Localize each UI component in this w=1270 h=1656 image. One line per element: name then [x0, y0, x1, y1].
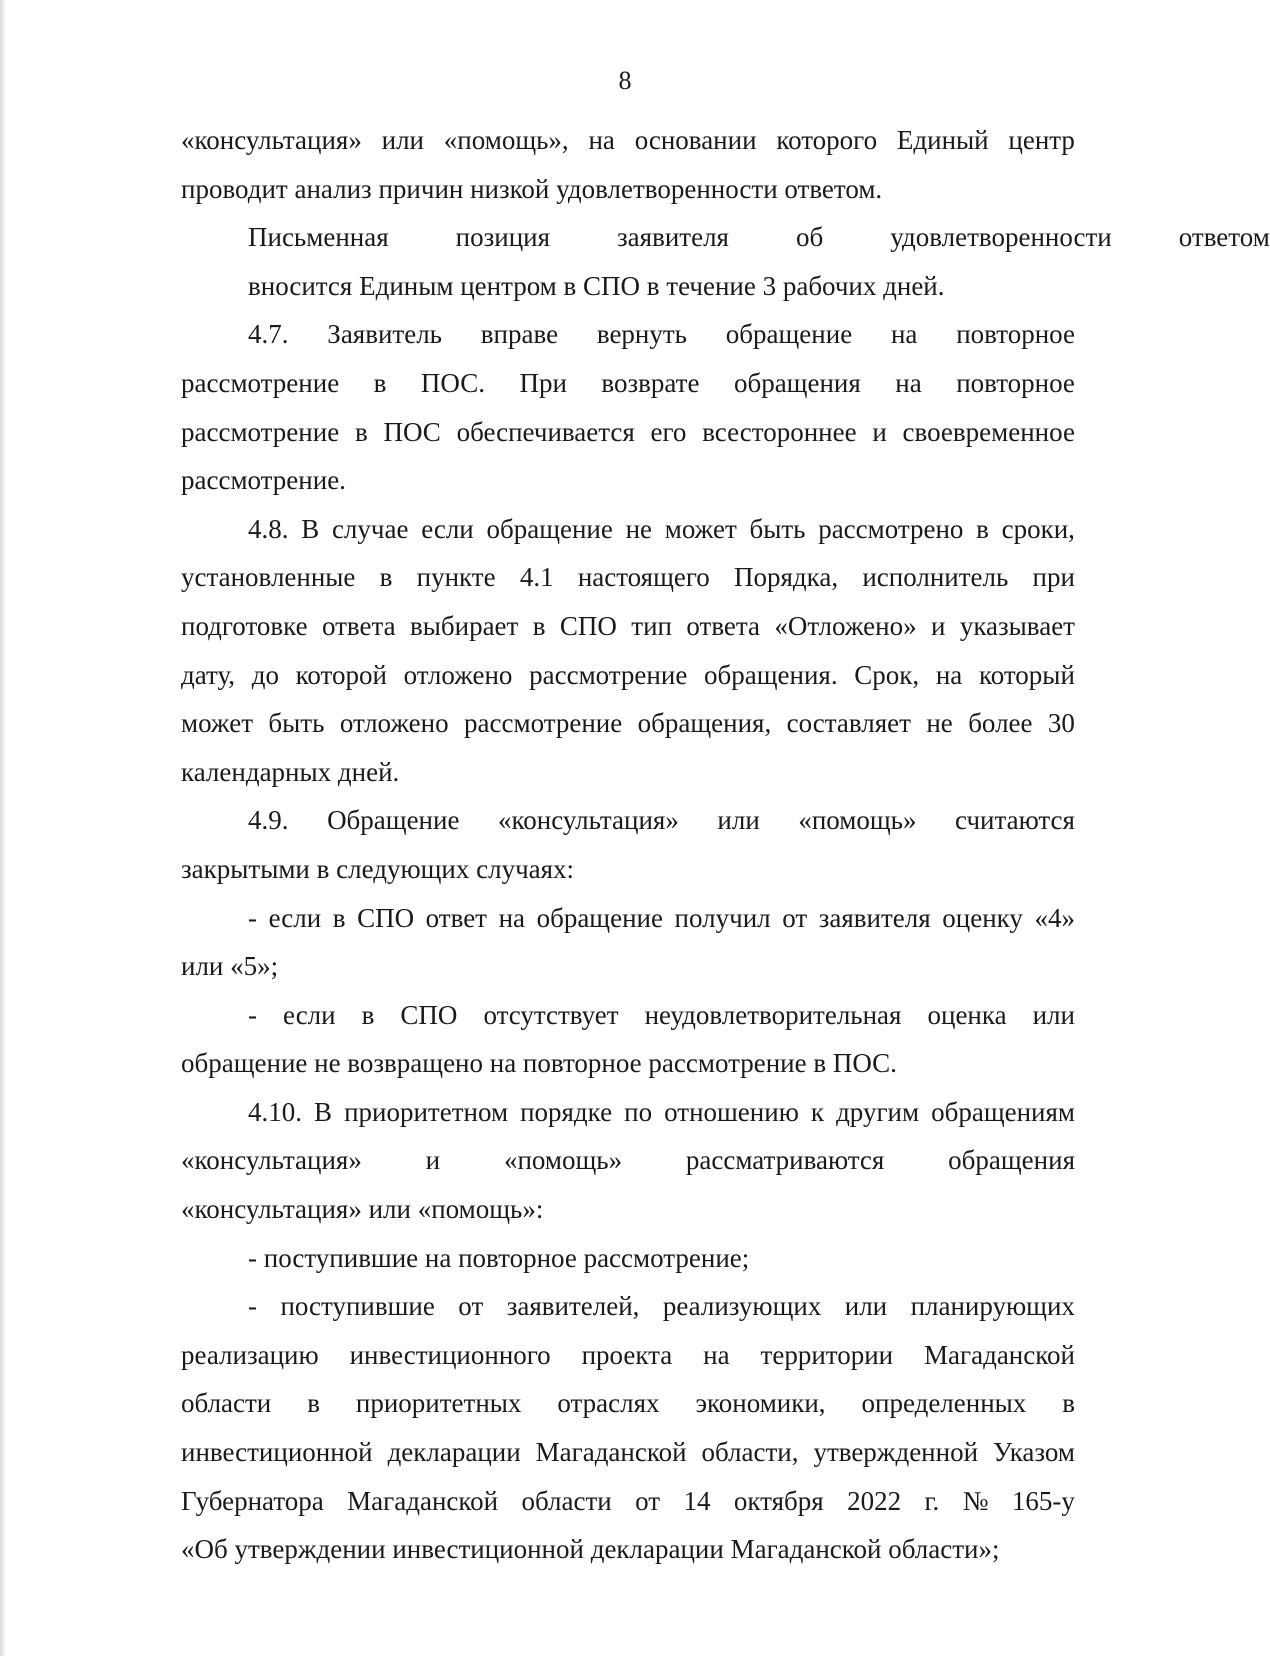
- word: повторное: [956, 319, 1075, 350]
- word: рассмотрение: [464, 708, 623, 739]
- word: обращения: [733, 367, 861, 398]
- word: от: [458, 1291, 484, 1322]
- word: его: [650, 416, 687, 447]
- word: ответа: [321, 610, 396, 641]
- word: на: [703, 1339, 730, 1370]
- word: сроки,: [1001, 513, 1075, 544]
- word: составляет: [786, 708, 911, 739]
- list-item-rating: [181, 894, 1075, 991]
- word: СПО: [559, 610, 617, 641]
- word: быть: [268, 708, 325, 739]
- text-line: «консультация» или «помощь»:: [181, 1194, 544, 1225]
- scan-edge: [0, 0, 5, 1656]
- text-line: или «5»;: [181, 951, 279, 982]
- paragraph-4-9: [181, 796, 1075, 893]
- word: если: [283, 999, 336, 1030]
- text-line: проводит анализ причин низкой удовлетворенности ответом.: [181, 173, 883, 204]
- word: ответ: [425, 902, 487, 933]
- word: реализующих: [662, 1291, 822, 1322]
- text-line: обращение не возвращено на повторное рассмотрение в ПОС.: [181, 1048, 897, 1079]
- word: рассматриваются: [685, 1145, 885, 1176]
- word: исполнитель: [862, 562, 1009, 593]
- word: 14: [683, 1485, 711, 1516]
- word: обращения: [948, 1145, 1075, 1176]
- word: №: [962, 1485, 989, 1516]
- word: Письменная: [248, 222, 389, 253]
- text-line: закрытыми в следующих случаях:: [181, 853, 575, 884]
- word: в: [1062, 1388, 1075, 1419]
- word: Указом: [992, 1437, 1075, 1468]
- word: Заявитель: [327, 319, 442, 350]
- word: оценку: [942, 902, 1023, 933]
- word: отложено: [403, 659, 513, 690]
- word: в: [307, 1388, 320, 1419]
- word: в: [373, 367, 387, 398]
- word: «помощь»,: [443, 125, 569, 155]
- word: «Отложено»: [774, 610, 917, 641]
- word: по: [624, 1096, 653, 1127]
- word: 4.10.: [248, 1096, 302, 1127]
- word: получил: [674, 902, 771, 933]
- word: реализацию: [181, 1339, 319, 1370]
- word: если: [421, 513, 474, 544]
- word: 30: [1047, 708, 1075, 739]
- document-body: [181, 116, 1270, 1574]
- word: приоритетных: [355, 1388, 522, 1419]
- word: неудовлетворительная: [644, 999, 902, 1030]
- word: «помощь»: [503, 1145, 623, 1176]
- word: «консультация»: [498, 805, 679, 836]
- paragraph-4-7: [181, 310, 1075, 504]
- text-line: [181, 1477, 1075, 1526]
- word: более: [968, 708, 1033, 739]
- word: и: [930, 610, 946, 641]
- text-line: [181, 1088, 1075, 1137]
- word: на: [588, 125, 615, 155]
- word: или: [844, 1291, 888, 1322]
- text-line: «Об утверждении инвестиционной декларации Магаданской области»;: [181, 1534, 1000, 1565]
- text-line: [181, 1136, 1075, 1185]
- word: может: [181, 708, 253, 739]
- word: в: [976, 513, 989, 544]
- word: обращения.: [704, 659, 838, 690]
- word: и: [872, 416, 887, 447]
- text-line: [181, 602, 1075, 651]
- word: Срок,: [854, 659, 920, 690]
- word: на: [498, 902, 525, 933]
- word: оценка: [927, 999, 1007, 1030]
- word: в: [532, 610, 546, 641]
- word: рассмотрение: [529, 659, 688, 690]
- word: в: [354, 416, 368, 447]
- word: выбирает: [410, 610, 519, 641]
- word: ответа: [686, 610, 761, 641]
- paragraph-4-10: [181, 1088, 1075, 1234]
- word: Порядка,: [734, 562, 839, 593]
- word: вправе: [480, 319, 559, 350]
- word: которого: [776, 125, 878, 155]
- word: на: [895, 367, 922, 398]
- text-line: [181, 310, 1075, 359]
- paragraph-consultation-analysis: [181, 116, 1075, 213]
- word: заявителя: [818, 902, 931, 933]
- word: случае: [331, 513, 409, 544]
- word: 4.1: [519, 562, 554, 593]
- list-item-repeat-review: [181, 1234, 1075, 1283]
- text-line: [181, 505, 1075, 554]
- word: В: [314, 1096, 333, 1127]
- word: октября: [733, 1485, 824, 1516]
- word: утвержденной: [813, 1437, 979, 1468]
- word: поступившие: [280, 1291, 435, 1322]
- word: центр: [1008, 125, 1075, 155]
- word: на: [935, 659, 963, 690]
- word: «4»: [1034, 902, 1075, 933]
- text-line: [181, 359, 1075, 408]
- word: отложено: [339, 708, 449, 739]
- word: области: [181, 1388, 272, 1419]
- list-item-no-negative-rating: [181, 991, 1075, 1088]
- word: СПО: [357, 902, 415, 933]
- word: 4.8.: [248, 513, 289, 544]
- text-line: [181, 991, 1075, 1040]
- word: заявителя: [617, 222, 729, 253]
- text-line: [181, 1331, 1075, 1380]
- word: вернуть: [596, 319, 687, 350]
- text-line: рассмотрение.: [181, 465, 346, 496]
- word: тип: [631, 610, 672, 641]
- word: экономики,: [695, 1388, 826, 1419]
- text-line: вносится Единым центром в СПО в течение 3 рабочих дней.: [248, 270, 945, 301]
- word: которой: [295, 659, 387, 690]
- text-line: календарных дней.: [181, 756, 400, 787]
- word: -: [248, 999, 257, 1030]
- word: определенных: [861, 1388, 1027, 1419]
- word: или: [381, 125, 424, 155]
- list-item-investors: [181, 1282, 1075, 1574]
- word: 2022: [847, 1485, 902, 1516]
- word: инвестиционной: [181, 1437, 373, 1468]
- word: об: [795, 222, 824, 253]
- word: установленные: [181, 562, 356, 593]
- text-line: - поступившие на повторное рассмотрение;: [248, 1242, 750, 1273]
- word: позиция: [455, 222, 551, 253]
- word: Магаданской: [347, 1485, 499, 1516]
- word: не: [625, 513, 653, 544]
- word: от: [782, 902, 808, 933]
- word: рассмотрено: [818, 513, 964, 544]
- text-line: [181, 894, 1075, 943]
- word: Губернатора: [181, 1485, 324, 1516]
- word: пункте: [416, 562, 496, 593]
- word: 4.9.: [248, 805, 289, 836]
- word: «консультация»: [181, 1145, 362, 1176]
- word: отраслях: [557, 1388, 660, 1419]
- word: обращения,: [637, 708, 772, 739]
- word: или: [1032, 999, 1075, 1030]
- paragraph-written-position: [181, 213, 1270, 310]
- word: обеспечивается: [456, 416, 635, 447]
- word: При: [519, 367, 567, 398]
- word: Единый: [896, 125, 989, 155]
- word: Обращение: [327, 805, 460, 836]
- word: который: [978, 659, 1075, 690]
- text-line: [181, 116, 1075, 165]
- word: в: [332, 902, 346, 933]
- word: «консультация»: [181, 125, 362, 155]
- paragraph-4-8: [181, 505, 1075, 797]
- text-line: [181, 1379, 1075, 1428]
- word: приоритетном: [344, 1096, 509, 1127]
- text-line: [181, 553, 1075, 602]
- word: рассмотрение: [181, 367, 340, 398]
- word: или: [717, 805, 760, 836]
- word: СПО: [400, 999, 458, 1030]
- word: дату,: [181, 659, 236, 690]
- word: быть: [749, 513, 806, 544]
- word: обращение: [725, 319, 853, 350]
- text-line: [181, 213, 1270, 262]
- text-line: [181, 1428, 1075, 1477]
- word: области: [521, 1485, 612, 1516]
- word: 165-у: [1011, 1485, 1075, 1516]
- word: 4.7.: [248, 319, 289, 350]
- word: повторное: [956, 367, 1075, 398]
- word: Магаданской: [535, 1437, 687, 1468]
- word: при: [1032, 562, 1075, 593]
- word: инвестиционного: [349, 1339, 551, 1370]
- word: не: [926, 708, 953, 739]
- word: декларации: [387, 1437, 521, 1468]
- text-line: [181, 651, 1075, 700]
- word: заявителей,: [506, 1291, 640, 1322]
- word: до: [251, 659, 279, 690]
- word: подготовке: [181, 610, 308, 641]
- word: Магаданской: [924, 1339, 1075, 1370]
- word: в: [361, 999, 375, 1030]
- word: проекта: [581, 1339, 673, 1370]
- word: обращение: [486, 513, 613, 544]
- word: к: [810, 1096, 825, 1127]
- word: В: [301, 513, 320, 544]
- text-line: [181, 408, 1075, 457]
- word: и: [425, 1145, 441, 1176]
- word: отношению: [664, 1096, 799, 1127]
- word: может: [664, 513, 737, 544]
- word: в: [379, 562, 393, 593]
- text-line: [181, 1282, 1075, 1331]
- word: считаются: [955, 805, 1075, 836]
- word: указывает: [959, 610, 1075, 641]
- text-line: [181, 699, 1075, 748]
- word: основании: [634, 125, 757, 155]
- word: ПОС: [383, 416, 441, 447]
- word: территории: [760, 1339, 894, 1370]
- page-number: 8: [618, 66, 632, 95]
- word: если: [268, 902, 322, 933]
- word: -: [248, 1291, 257, 1322]
- word: «помощь»: [798, 805, 917, 836]
- word: -: [248, 902, 257, 933]
- word: настоящего: [577, 562, 710, 593]
- word: рассмотрение: [181, 416, 340, 447]
- word: планирующих: [910, 1291, 1075, 1322]
- word: другим: [836, 1096, 920, 1127]
- word: отсутствует: [483, 999, 619, 1030]
- word: ПОС.: [420, 367, 485, 398]
- word: обращениям: [931, 1096, 1075, 1127]
- word: порядке: [520, 1096, 613, 1127]
- text-line: [181, 796, 1075, 845]
- word: всестороннее: [702, 416, 857, 447]
- word: возврате: [601, 367, 700, 398]
- word: области,: [701, 1437, 799, 1468]
- word: от: [635, 1485, 661, 1516]
- word: ответом: [1178, 222, 1270, 253]
- word: удовлетворенности: [890, 222, 1112, 253]
- word: г.: [924, 1485, 940, 1516]
- word: на: [890, 319, 918, 350]
- word: своевременное: [902, 416, 1075, 447]
- word: обращение: [536, 902, 663, 933]
